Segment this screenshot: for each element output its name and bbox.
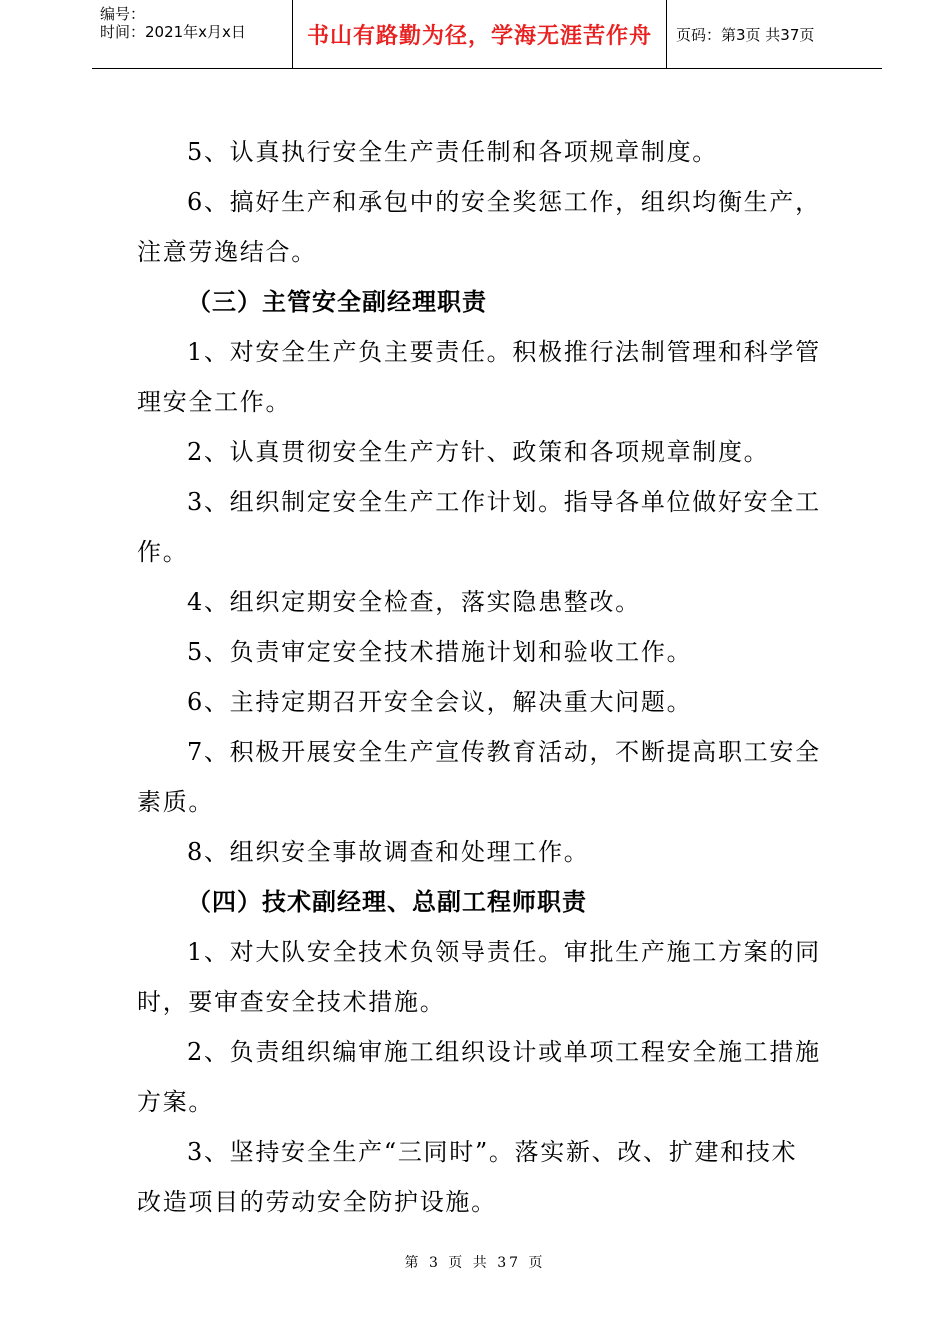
paragraph-line: 6、主持定期召开安全会议，解决重大问题。 (187, 688, 693, 716)
paragraph-line: 作。 (137, 538, 189, 566)
paragraph-line: 改造项目的劳动安全防护设施。 (137, 1188, 497, 1216)
paragraph-line: 7、积极开展安全生产宣传教育活动，不断提高职工安全 (187, 738, 821, 766)
section-heading: （四）技术副经理、总副工程师职责 (187, 887, 587, 916)
section-heading: （三）主管安全副经理职责 (187, 287, 487, 316)
document-body (137, 127, 837, 1227)
paragraph-line: 4、组织定期安全检查，落实隐患整改。 (187, 588, 641, 616)
paragraph-line: 1、对大队安全技术负领导责任。审批生产施工方案的同 (187, 938, 821, 966)
paragraph-line: 2、认真贯彻安全生产方针、政策和各项规章制度。 (187, 438, 770, 466)
paragraph-line: 时，要审查安全技术措施。 (137, 988, 446, 1016)
document-time-label: 时间：2021年x月x日 (100, 23, 246, 41)
paragraph-line: 理安全工作。 (137, 388, 292, 416)
page-header (92, 0, 882, 69)
paragraph-line: 5、认真执行安全生产责任制和各项规章制度。 (187, 138, 718, 166)
paragraph-line: 方案。 (137, 1088, 215, 1116)
paragraph-line: 5、负责审定安全技术措施计划和验收工作。 (187, 638, 693, 666)
document-code-label: 编号： (100, 5, 146, 23)
paragraph-line: 3、组织制定安全生产工作计划。指导各单位做好安全工 (187, 488, 821, 516)
header-page-cell (666, 0, 882, 68)
paragraph-line: 2、负责组织编审施工组织设计或单项工程安全施工措施 (187, 1038, 821, 1066)
paragraph-line: 6、搞好生产和承包中的安全奖惩工作，组织均衡生产， (187, 188, 821, 216)
header-motto: 书山有路勤为径，学海无涯苦作舟 (306, 23, 652, 49)
paragraph-line: 素质。 (137, 788, 215, 816)
paragraph-line: 8、组织安全事故调查和处理工作。 (187, 838, 590, 866)
paragraph-line: 1、对安全生产负主要责任。积极推行法制管理和科学管 (187, 338, 821, 366)
paragraph-line: 3、坚持安全生产“三同时”。落实新、改、扩建和技术 (187, 1138, 798, 1166)
page-footer: 第 3 页 共 37 页 (404, 1255, 546, 1271)
header-motto-cell (292, 0, 667, 68)
header-meta-cell (92, 0, 292, 68)
paragraph-line: 注意劳逸结合。 (137, 238, 317, 266)
header-page-number: 页码：第3页 共37页 (676, 25, 815, 44)
